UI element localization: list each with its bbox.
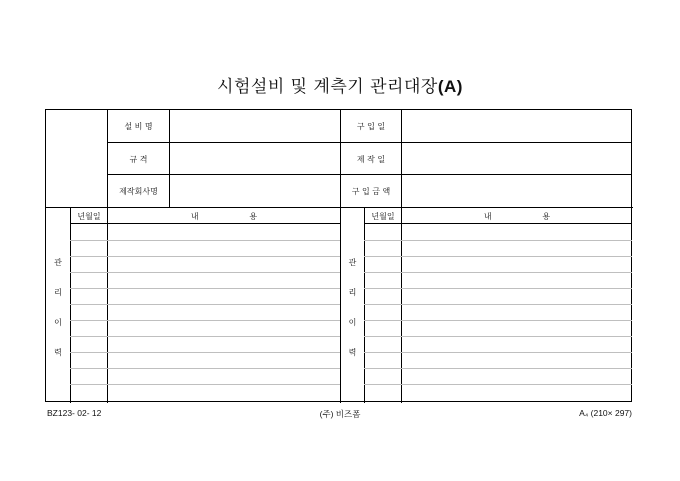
right-history-row-line xyxy=(364,320,632,321)
header-label-divider-right xyxy=(401,110,402,207)
left-history-row-line xyxy=(70,240,340,241)
spec-label: 규 격 xyxy=(129,155,148,164)
right-side-label-char: 리 xyxy=(348,288,357,297)
left-history-row-line xyxy=(70,256,340,257)
left-history-row-line xyxy=(70,288,340,289)
publisher: (주) 비즈폼 xyxy=(319,409,361,419)
right-content-header: 내 용 xyxy=(483,212,551,221)
right-history-row-line xyxy=(364,240,632,241)
right-history-row-line xyxy=(364,288,632,289)
left-history-row-line xyxy=(70,320,340,321)
left-date-divider xyxy=(107,207,108,403)
title-suffix: (A) xyxy=(437,77,463,96)
left-history-row-line xyxy=(70,304,340,305)
right-history-row-line xyxy=(364,384,632,385)
maker-label: 제작회사명 xyxy=(119,187,158,196)
purchase-date-label: 구 입 일 xyxy=(356,122,386,131)
left-side-label-char: 이 xyxy=(54,318,62,327)
left-side-label-char: 력 xyxy=(54,348,62,357)
left-content-header: 내 용 xyxy=(190,212,258,221)
right-date-divider xyxy=(401,207,402,403)
page-title xyxy=(0,72,680,97)
left-side-label-char: 관 xyxy=(54,258,62,267)
header-label-divider-left xyxy=(169,110,170,207)
left-side-label-divider xyxy=(70,207,71,403)
paper-size: A₄ (210× 297) xyxy=(579,408,632,418)
header-row-divider-2 xyxy=(107,174,632,175)
right-history-row-line xyxy=(364,352,632,353)
form-code: BZ123- 02- 12 xyxy=(47,408,102,418)
right-side-label-divider xyxy=(364,207,365,403)
left-history-row-line xyxy=(70,272,340,273)
manufacture-date-label: 제 작 일 xyxy=(356,155,386,164)
left-side-label-char: 리 xyxy=(54,288,62,297)
left-history-header-bottom xyxy=(70,223,340,224)
left-history-row-line xyxy=(70,336,340,337)
management-ledger-form xyxy=(45,109,632,402)
right-side-label-char: 이 xyxy=(348,318,357,327)
title-main: 시험설비 및 계측기 관리대장 xyxy=(217,77,438,97)
right-history-row-line xyxy=(364,272,632,273)
left-history-row-line xyxy=(70,368,340,369)
right-side-label-char: 관 xyxy=(348,258,357,267)
left-history-row-line xyxy=(70,352,340,353)
right-history-row-line xyxy=(364,256,632,257)
left-date-header: 년월일 xyxy=(77,212,101,221)
left-history-row-line xyxy=(70,384,340,385)
purchase-amount-label: 구 입 금 액 xyxy=(351,187,391,196)
header-row-divider-1 xyxy=(107,142,632,143)
right-history-row-line xyxy=(364,336,632,337)
equipment-name-label: 설 비 명 xyxy=(124,122,153,131)
right-history-row-line xyxy=(364,368,632,369)
right-date-header: 년월일 xyxy=(371,212,395,221)
right-history-header-bottom xyxy=(364,223,632,224)
right-side-label-char: 력 xyxy=(348,348,357,357)
right-history-row-line xyxy=(364,304,632,305)
